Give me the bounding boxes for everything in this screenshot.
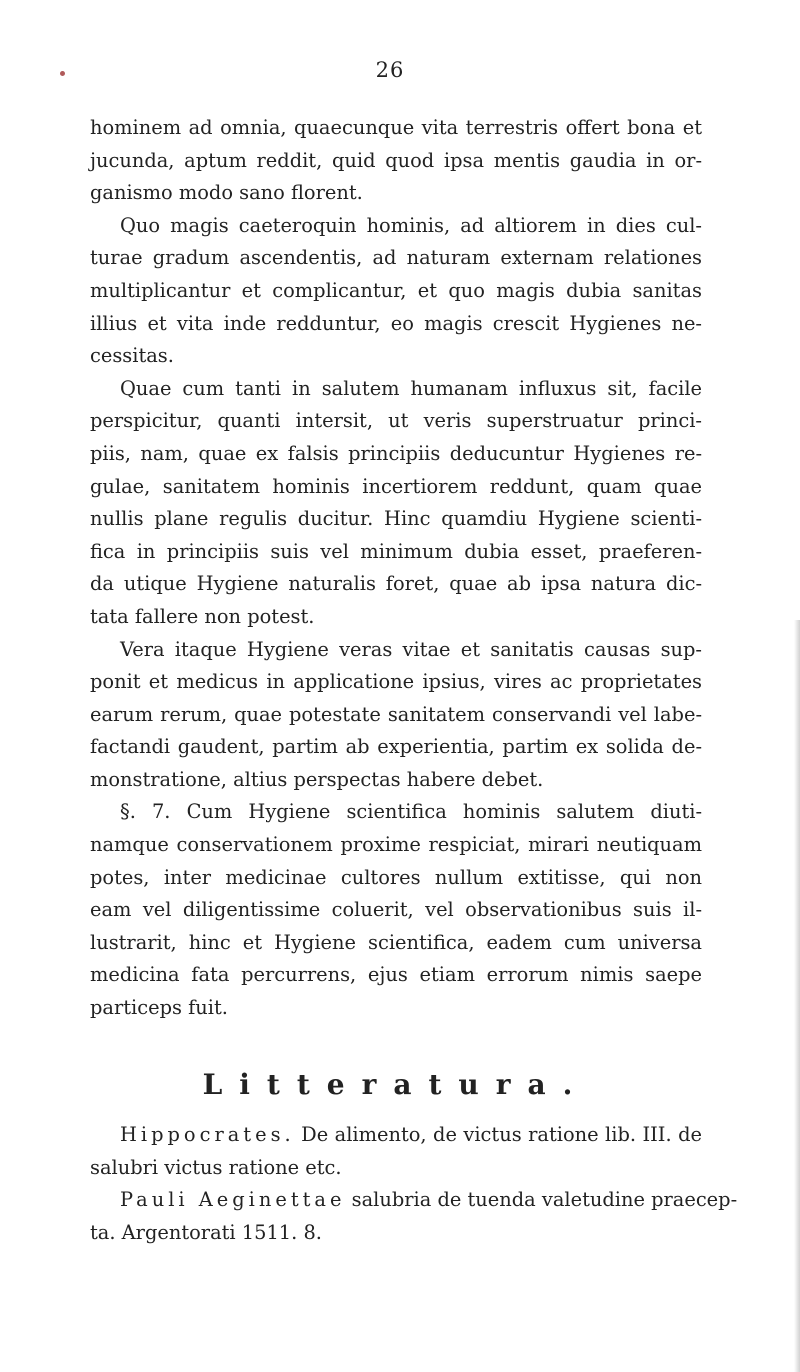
text-line: ta. Argentorati 1511. 8.: [90, 1220, 322, 1244]
paragraph: [90, 373, 702, 634]
text-line: nullis plane regulis ducitur. Hinc quamdiu Hygiene scienti-: [90, 507, 702, 531]
text-line: [90, 1119, 702, 1152]
author-name: Hippocrates.: [120, 1123, 295, 1146]
text-line: piis, nam, quae ex falsis principiis deducuntur Hygienes re-: [90, 441, 702, 465]
section-heading: Litteratura.: [202, 1068, 590, 1101]
paragraph: [90, 112, 702, 210]
text-line: salubri victus ratione etc.: [90, 1155, 342, 1179]
text-line: [90, 1184, 738, 1217]
text-line: gulae, sanitatem hominis incertiorem reddunt, quam quae: [90, 474, 702, 498]
entry-text: salubria de tuenda valetudine praecep-: [351, 1188, 738, 1212]
text-line: Quo magis caeteroquin hominis, ad altiorem in dies cul-: [120, 213, 702, 237]
text-line: lustrarit, hinc et Hygiene scientifica, eadem cum universa: [90, 930, 702, 954]
text-line: fica in principiis suis vel minimum dubia esset, praeferen-: [90, 539, 702, 563]
text-line: Vera itaque Hygiene veras vitae et sanitatis causas sup-: [120, 637, 702, 661]
body-text: [90, 112, 702, 1025]
author-name: Pauli Aeginettae: [120, 1188, 346, 1212]
ink-spot: [60, 71, 65, 76]
text-line: particeps fuit.: [90, 996, 228, 1020]
paragraph: [90, 210, 702, 373]
text-line: §. 7. Cum Hygiene scientifica hominis salutem diuti-: [120, 800, 702, 824]
paragraph: [90, 634, 702, 797]
page-edge-shadow: [794, 620, 800, 1372]
text-line: turae gradum ascendentis, ad naturam externam relationes: [90, 246, 702, 270]
text-line: ganismo modo sano florent.: [90, 181, 363, 205]
text-line: perspicitur, quanti intersit, ut veris superstruatur princi-: [90, 409, 702, 433]
literature-entry: [90, 1119, 702, 1184]
text-line: jucunda, aptum reddit, quid quod ipsa mentis gaudia in or-: [90, 148, 702, 172]
text-line: tata fallere non potest.: [90, 604, 315, 628]
text-line: medicina fata percurrens, ejus etiam errorum nimis saepe: [90, 963, 702, 987]
text-line: illius et vita inde redduntur, eo magis crescit Hygienes ne-: [90, 311, 702, 335]
text-line: eam vel diligentissime coluerit, vel observationibus suis il-: [90, 898, 702, 922]
text-line: multiplicantur et complicantur, et quo magis dubia sanitas: [90, 278, 702, 302]
text-line: ponit et medicus in applicatione ipsius, vires ac proprietates: [90, 670, 702, 694]
text-line: hominem ad omnia, quaecunque vita terrestris offert bona et: [90, 116, 702, 139]
literature-entry: [90, 1184, 738, 1249]
text-line: earum rerum, quae potestate sanitatem conservandi vel labe-: [90, 702, 702, 726]
text-line: Quae cum tanti in salutem humanam influxus sit, facile: [120, 376, 702, 400]
text-line: factandi gaudent, partim ab experientia, partim ex solida de-: [90, 735, 702, 759]
text-line: cessitas.: [90, 344, 174, 368]
text-line: potes, inter medicinae cultores nullum extitisse, qui non: [90, 865, 702, 889]
text-line: monstratione, altius perspectas habere debet.: [90, 767, 544, 791]
paragraph: [90, 796, 702, 1024]
entry-text: De alimento, de victus ratione lib. III. de: [301, 1123, 702, 1146]
text-line: namque conservationem proxime respiciat, mirari neutiquam: [90, 833, 702, 857]
page-number: 26: [375, 58, 405, 82]
literature-list: [90, 1119, 738, 1249]
text-line: da utique Hygiene naturalis foret, quae ab ipsa natura dic-: [90, 572, 702, 596]
